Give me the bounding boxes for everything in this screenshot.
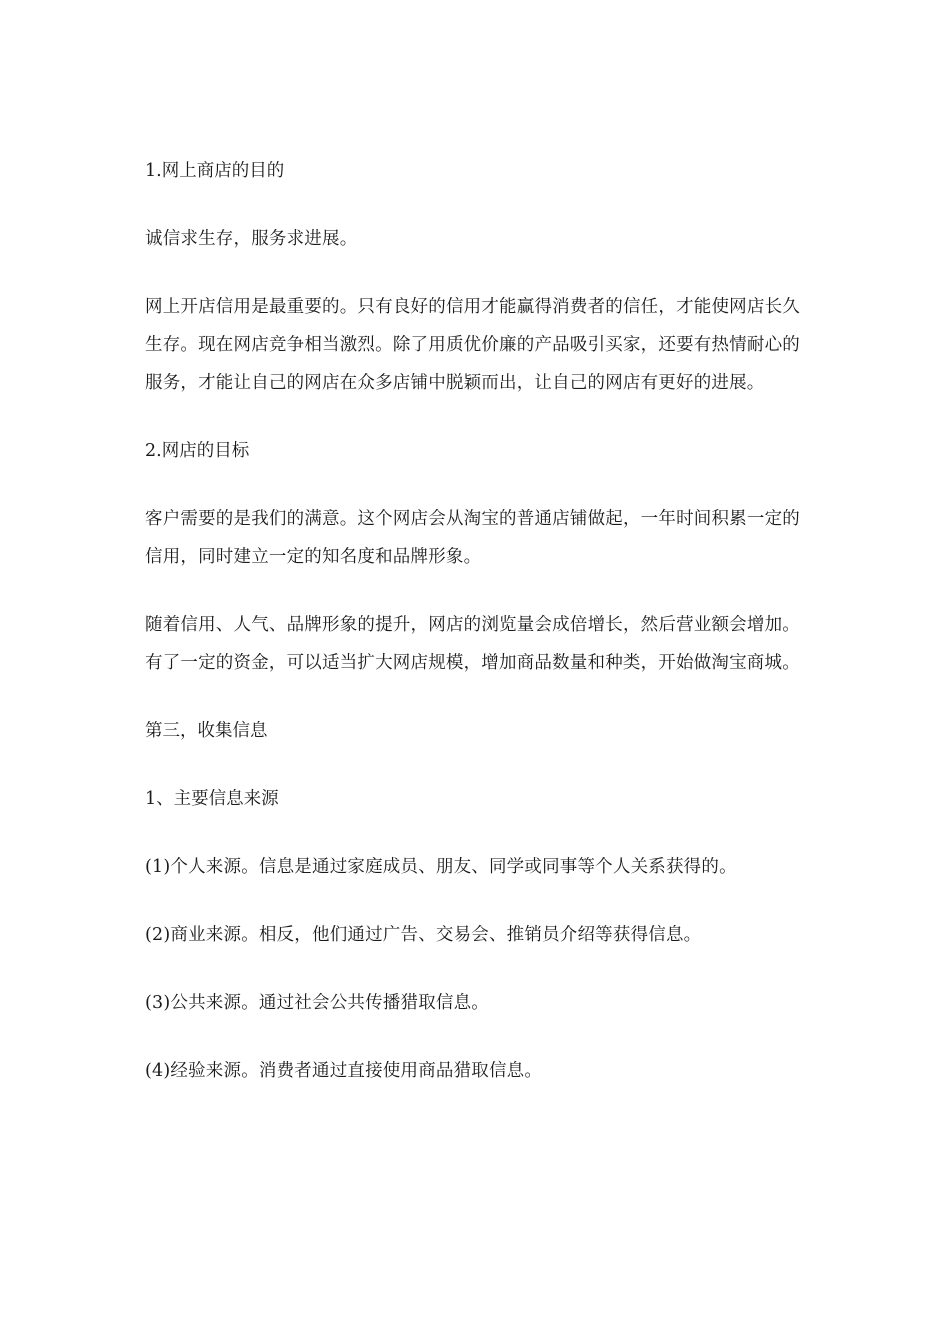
paragraph-customer-satisfaction: 客户需要的是我们的满意。这个网店会从淘宝的普通店铺做起，一年时间积累一定的信用，同时建立一定的知名度和品牌形象。 — [145, 509, 800, 567]
list-item-personal-source: (1)个人来源。信息是通过家庭成员、朋友、同学或同事等个人关系获得的。 — [145, 857, 737, 877]
paragraph-growth-plan: 随着信用、人气、品牌形象的提升，网店的浏览量会成倍增长，然后营业额会增加。有了一定的资金，可以适当扩大网店规模，增加商品数量和种类，开始做淘宝商城。 — [145, 615, 800, 673]
paragraph-motto: 诚信求生存，服务求进展。 — [145, 229, 358, 249]
section-heading-store-goal: 2.网店的目标 — [145, 441, 250, 461]
paragraph-credit-importance: 网上开店信用是最重要的。只有良好的信用才能赢得消费者的信任，才能使网店长久生存。现在网店竞争相当激烈。除了用质优价廉的产品吸引买家，还要有热情耐心的服务，才能让自己的网店在众多店铺中脱颖而出，让自己的网店有更好的进展。 — [145, 297, 800, 393]
section-heading-store-purpose: 1.网上商店的目的 — [145, 161, 285, 181]
list-item-public-source: (3)公共来源。通过社会公共传播猎取信息。 — [145, 993, 489, 1013]
subheading-info-sources: 1、主要信息来源 — [145, 789, 279, 809]
document-body — [145, 152, 800, 1120]
section-heading-collect-info: 第三，收集信息 — [145, 721, 268, 741]
list-item-commercial-source: (2)商业来源。相反，他们通过广告、交易会、推销员介绍等获得信息。 — [145, 925, 702, 945]
list-item-experience-source: (4)经验来源。消费者通过直接使用商品猎取信息。 — [145, 1061, 543, 1081]
